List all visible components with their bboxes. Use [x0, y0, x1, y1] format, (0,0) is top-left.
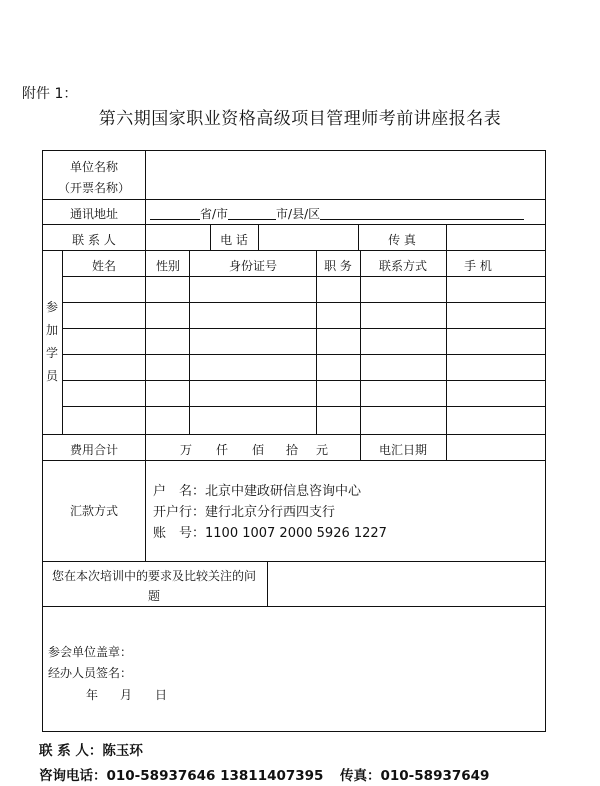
account-name: 户 名：北京中建政研信息咨询中心: [153, 484, 362, 499]
column-position: 职 务: [324, 259, 352, 273]
attachment-label: 附件 1：: [22, 86, 78, 102]
fee-total-label: 费用合计: [69, 443, 119, 457]
phone-label: 电 话: [220, 233, 248, 247]
footer-contact: 联 系 人：陈玉环: [39, 743, 143, 759]
column-name: 姓名: [91, 259, 117, 273]
province-blank[interactable]: [150, 207, 200, 220]
participants-label-char: 学: [45, 346, 58, 360]
remit-date-label: 电汇日期: [378, 443, 428, 457]
requirements-label-cont: 题: [147, 589, 161, 603]
detail-address-blank[interactable]: [320, 207, 524, 220]
participants-label-char: 参: [45, 300, 58, 314]
requirements-label: 您在本次培训中的要求及比较关注的问: [51, 569, 257, 583]
footer-fax: 传真：010-58937649: [340, 768, 490, 784]
seal-label: 参会单位盖章：: [48, 645, 133, 659]
fee-unit-yuan: 元: [315, 443, 329, 457]
district-label: 市/县/区: [276, 207, 321, 221]
contact-person-label: 联 系 人: [72, 233, 116, 247]
fee-unit-qian: 仟: [215, 443, 229, 457]
column-contact-method: 联系方式: [378, 259, 428, 273]
participants-label-char: 加: [45, 323, 58, 337]
address-field[interactable]: [150, 205, 524, 222]
column-mobile: 手 机: [464, 259, 492, 273]
unit-name-label: 单位名称: [69, 160, 119, 174]
payment-details: [153, 481, 387, 544]
date-day-label: 日: [155, 688, 168, 702]
fax-label: 传 真: [388, 233, 416, 247]
bank-name: 开户行：建行北京分行西四支行: [153, 505, 336, 520]
form-title: 第六期国家职业资格高级项目管理师考前讲座报名表: [98, 109, 502, 129]
fee-unit-shi: 拾: [285, 443, 299, 457]
payment-method-label: 汇款方式: [69, 504, 119, 518]
participants-label: [45, 296, 59, 388]
column-id-number: 身份证号: [228, 259, 278, 273]
fee-unit-bai: 佰: [251, 443, 265, 457]
signature-label: 经办人员签名：: [48, 666, 133, 680]
date-month-label: 月: [120, 688, 133, 702]
participants-label-char: 员: [45, 369, 58, 383]
address-label: 通讯地址: [69, 207, 119, 221]
fee-unit-wan: 万: [179, 443, 193, 457]
footer-phone: 咨询电话：010-58937646 13811407395: [39, 768, 324, 784]
account-number: 账 号：1100 1007 2000 5926 1227: [153, 526, 387, 541]
date-year-label: 年: [86, 688, 99, 702]
column-gender: 性别: [155, 259, 181, 273]
province-label: 省/市: [200, 207, 229, 221]
invoice-name-label: （开票名称）: [57, 181, 131, 195]
city-blank[interactable]: [228, 207, 276, 220]
